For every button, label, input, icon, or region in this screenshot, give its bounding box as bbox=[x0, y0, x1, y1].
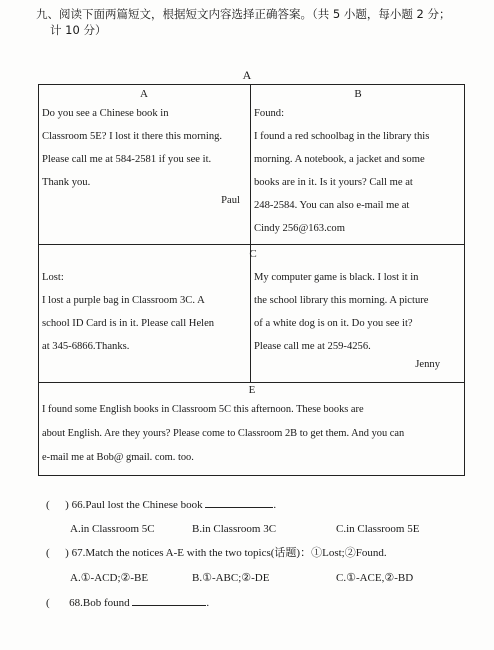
notice-e-label: E bbox=[248, 384, 256, 396]
notice-b-text: Found: I found a red schoolbag in the library this morning. A notebook, a jacket and some books are in it. Is it yours? Call me at 248-2584. You can also e-mail me at Cindy 256@163.com bbox=[254, 108, 430, 234]
notice-e bbox=[42, 384, 462, 470]
answer-blank[interactable] bbox=[132, 594, 206, 606]
question-67-text: ) 67.Match the notices A-E with the two topics(话题)：①Lost;②Found. bbox=[65, 547, 387, 559]
notice-c-body bbox=[42, 266, 246, 358]
option-b[interactable]: B.in Classroom 3C bbox=[192, 523, 277, 535]
notice-a-signature: Paul bbox=[221, 195, 240, 206]
section-title-line1: 九、阅读下面两篇短文，根据短文内容选择正确答案。（共 5 小题，每小题 2 分； bbox=[36, 7, 451, 21]
option-a[interactable]: A.in Classroom 5C bbox=[70, 523, 155, 535]
notice-a-label: A bbox=[140, 88, 148, 100]
notice-c bbox=[42, 248, 464, 260]
answer-paren-open: ( bbox=[46, 597, 50, 609]
question-66-text: ) 66.Paul lost the Chinese book bbox=[65, 499, 203, 511]
notice-a bbox=[42, 88, 246, 206]
notice-d-signature: Jenny bbox=[415, 359, 440, 370]
notice-table bbox=[38, 84, 465, 476]
question-68-text: 68.Bob found bbox=[69, 597, 130, 609]
answer-paren-open: ( bbox=[46, 499, 50, 511]
notice-e-text: I found some English books in Classroom 5C this afternoon. These books are about English. Are they yours? Please come to Classroom 2B to get them. And you can e-mail me at Bob@ gmail. com. too. bbox=[42, 404, 405, 463]
row-divider-1 bbox=[38, 244, 465, 245]
option-b[interactable]: B.①-ABC;②-DE bbox=[192, 572, 270, 584]
row-divider-2 bbox=[38, 382, 465, 383]
notice-b bbox=[254, 88, 462, 240]
answer-paren-open: ( bbox=[46, 547, 50, 559]
option-a[interactable]: A.①-ACD;②-BE bbox=[70, 572, 149, 584]
option-c[interactable]: C.in Classroom 5E bbox=[336, 523, 420, 535]
question-66: ( ) 66.Paul lost the Chinese book . bbox=[46, 496, 486, 513]
section-title bbox=[36, 6, 476, 38]
notice-d-text: My computer game is black. I lost it in the school library this morning. A picture of a white dog is on it. Do you see it? Please call me at 259-4256. bbox=[254, 272, 429, 352]
notice-c-text: Lost: I lost a purple bag in Classroom 3C. A school ID Card is in it. Please call Helen at 345-6866.Thanks. bbox=[42, 272, 215, 352]
passage-label: A bbox=[242, 68, 252, 82]
answer-blank[interactable] bbox=[205, 496, 273, 508]
notice-b-label: B bbox=[354, 88, 362, 100]
question-68: ( 68.Bob found . bbox=[46, 594, 486, 611]
question-67 bbox=[46, 545, 486, 561]
section-title-line2: 计 10 分） bbox=[50, 23, 107, 37]
notice-c-label: C bbox=[249, 248, 257, 260]
option-c[interactable]: C.①-ACE,②-BD bbox=[336, 572, 414, 584]
column-divider bbox=[250, 84, 251, 382]
notice-d bbox=[254, 266, 462, 370]
notice-a-text: Do you see a Chinese book in Classroom 5E? I lost it there this morning. Please call me at 584-2581 if you see it. Thank you. bbox=[42, 108, 223, 188]
